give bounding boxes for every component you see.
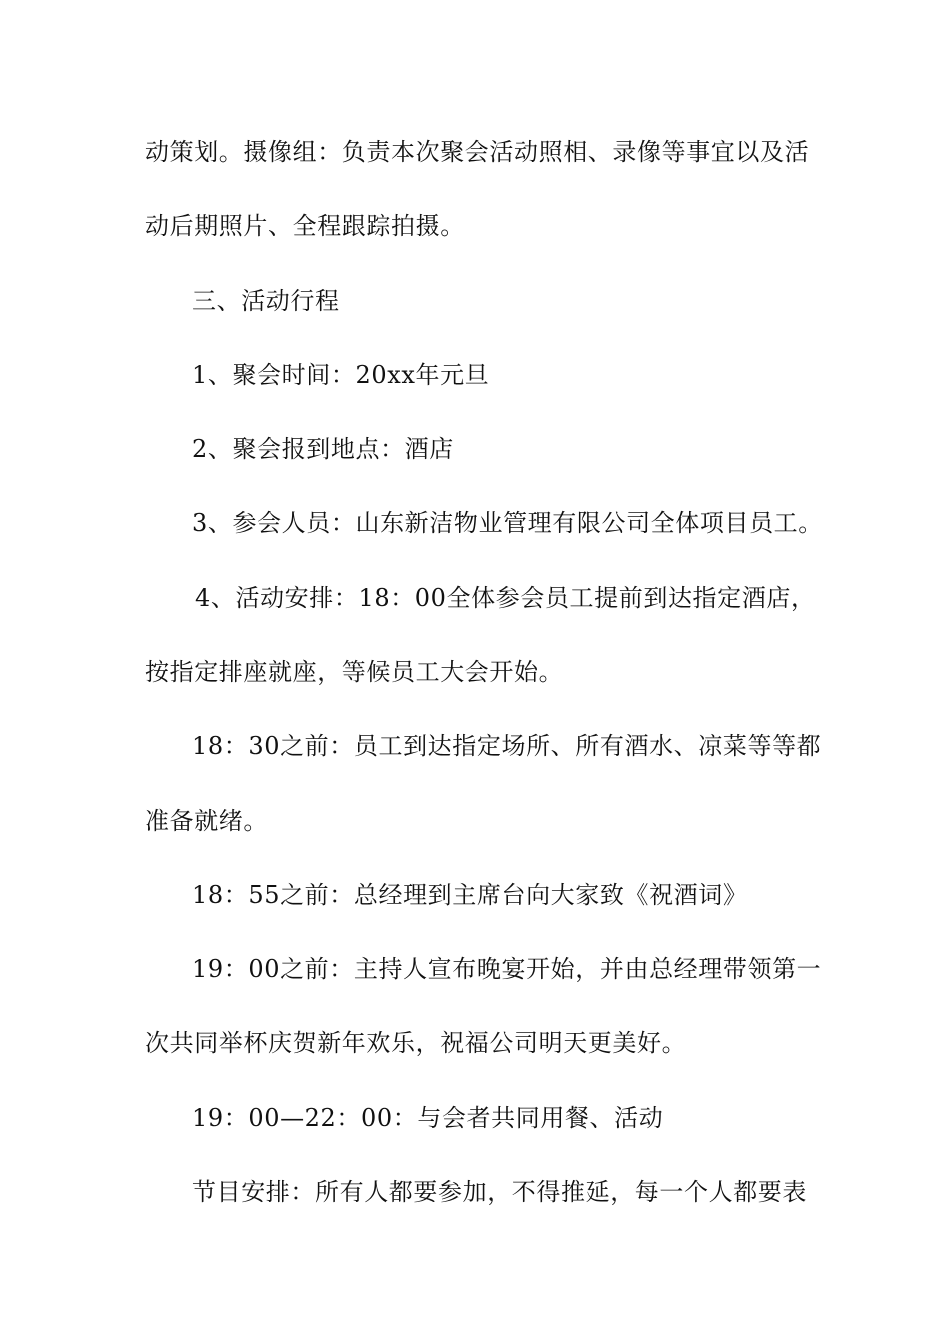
timeline-item-1830: 18：30之前：员工到达指定场所、所有酒水、凉菜等等都: [192, 732, 822, 760]
timeline-item-1900: 19：00之前：主持人宣布晚宴开始，并由总经理带领第一: [192, 955, 822, 983]
program-arrangement-line: 节目安排：所有人都要参加，不得推延，每一个人都要表: [192, 1178, 807, 1206]
timeline-item-1855: 18：55之前：总经理到主席台向大家致《祝酒词》: [192, 881, 748, 909]
paragraph-line-2: 动后期照片、全程跟踪拍摄。: [145, 212, 465, 240]
schedule-item-arrangement-continued: 按指定排座就座，等候员工大会开始。: [145, 658, 564, 686]
timeline-item-1830-continued: 准备就绪。: [145, 807, 268, 835]
schedule-item-location: 2、聚会报到地点：酒店: [192, 435, 454, 463]
schedule-item-attendees: 3、参会人员：山东新洁物业管理有限公司全体项目员工。: [192, 509, 823, 537]
section-heading-activity-schedule: 三、活动行程: [192, 287, 340, 315]
timeline-item-1900-continued: 次共同举杯庆贺新年欢乐，祝福公司明天更美好。: [145, 1029, 687, 1057]
schedule-item-arrangement: 4、活动安排：18：00全体参会员工提前到达指定酒店，: [195, 584, 816, 612]
schedule-item-time: 1、聚会时间：20xx年元旦: [192, 361, 490, 389]
paragraph-line-1: 动策划。摄像组：负责本次聚会活动照相、录像等事宜以及活: [145, 138, 810, 166]
timeline-item-1900-2200: 19：00—22：00：与会者共同用餐、活动: [192, 1104, 664, 1132]
